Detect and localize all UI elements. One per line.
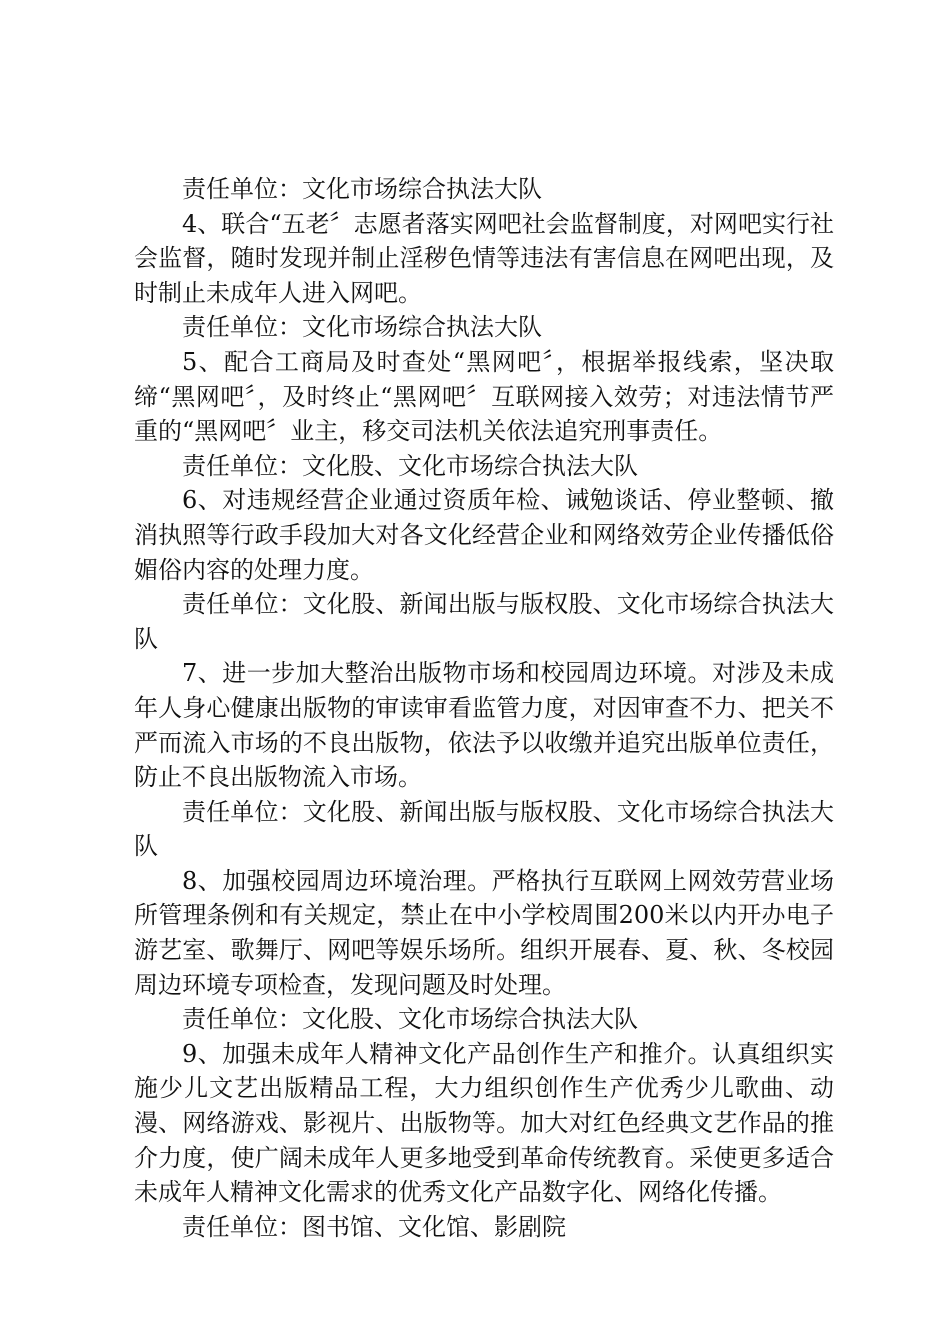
responsibility-unit-paragraph: 责任单位：文化股、文化市场综合执法大队: [182, 451, 638, 480]
responsibility-unit-paragraph: 责任单位：文化股、新闻出版与版权股、文化市场综合执法大队: [134, 590, 834, 653]
responsibility-unit-paragraph: 责任单位：文化股、新闻出版与版权股、文化市场综合执法大队: [134, 797, 834, 861]
item-5-paragraph: 5、配合工商局及时查处“黑网吧〞，根据举报线索，坚决取缔“黑网吧〞，及时终止“黑网吧〞互联网接入效劳；对违法情节严重的“黑网吧〞业主，移交司法机关依法追究刑事责任。: [134, 347, 834, 446]
responsibility-unit-paragraph: 责任单位：文化市场综合执法大队: [182, 313, 542, 342]
item-4-paragraph: 4、联合“五老〞志愿者落实网吧社会监督制度，对网吧实行社会监督，随时发现并制止淫秽色情等违法有害信息在网吧出现，及时制止未成年人进入网吧。: [134, 209, 834, 307]
item-6-paragraph: 6、对违规经营企业通过资质年检、诫勉谈话、停业整顿、撤消执照等行政手段加大对各文化经营企业和网络效劳企业传播低俗媚俗内容的处理力度。: [134, 486, 834, 584]
item-8-paragraph: 8、加强校园周边环境治理。严格执行互联网上网效劳营业场所管理条例和有关规定，禁止在中小学校周围200米以内开办电子游艺室、歌舞厅、网吧等娱乐场所。组织开展春、夏、秋、冬校园周边环境专项检查，发现问题及时处理。: [134, 866, 834, 999]
responsibility-unit-paragraph: 责任单位：图书馆、文化馆、影剧院: [182, 1212, 566, 1241]
item-9-paragraph: 9、加强未成年人精神文化产品创作生产和推介。认真组织实施少儿文艺出版精品工程，大力组织创作生产优秀少儿歌曲、动漫、网络游戏、影视片、出版物等。加大对红色经典文艺作品的推介力度，使广阔未成年人更多地受到革命传统教育。采使更多适合未成年人精神文化需求的优秀文化产品数字化、网络化传播。: [134, 1039, 834, 1207]
responsibility-unit-paragraph: 责任单位：文化市场综合执法大队: [182, 175, 542, 203]
item-7-paragraph: 7、进一步加大整治出版物市场和校园周边环境。对涉及未成年人身心健康出版物的审读审看监管力度，对因审查不力、把关不严而流入市场的不良出版物，依法予以收缴并追究出版单位责任，防止不良出版物流入市场。: [134, 659, 834, 792]
responsibility-unit-paragraph: 责任单位：文化股、文化市场综合执法大队: [182, 1005, 638, 1034]
document-body: [134, 172, 834, 1244]
